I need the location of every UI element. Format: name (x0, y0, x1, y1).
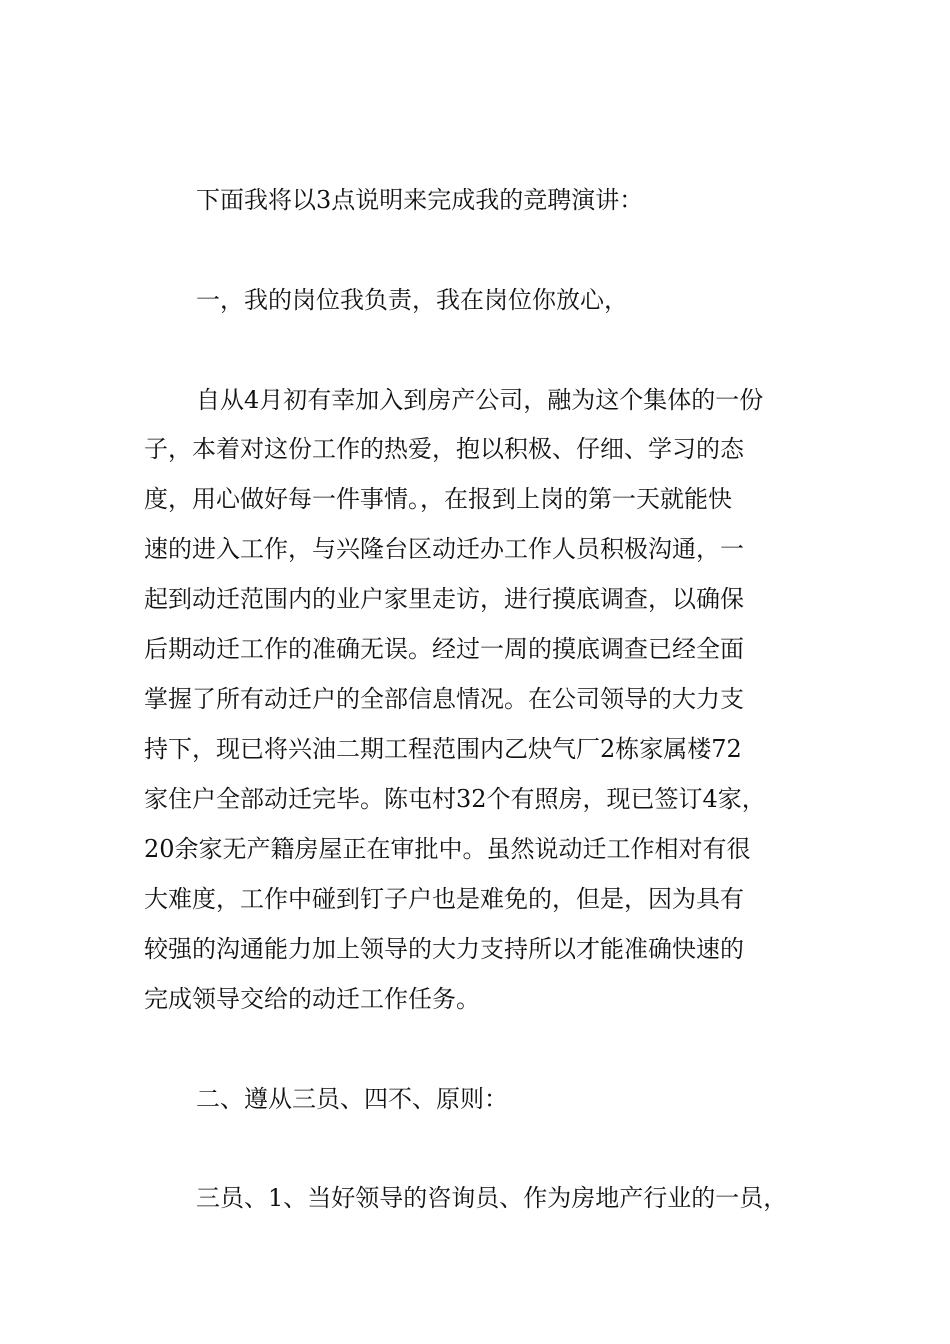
section-heading-2: 二、遵从三员、四不、原则： (196, 1085, 508, 1113)
paragraph-line: 持下，现已将兴油二期工程范围内乙炔气厂2栋家属楼72 (144, 735, 742, 763)
intro-text: 下面我将以3点说明来完成我的竞聘演讲： (196, 186, 644, 214)
paragraph-2-line: 三员、1、当好领导的咨询员、作为房地产行业的一员， (196, 1184, 788, 1212)
paragraph-line: 起到动迁范围内的业户家里走访，进行摸底调查，以确保 (144, 585, 744, 613)
paragraph-line: 速的进入工作，与兴隆台区动迁办工作人员积极沟通，一 (144, 535, 744, 563)
paragraph-line: 大难度，工作中碰到钉子户也是难免的，但是，因为具有 (144, 885, 744, 913)
section-heading-1: 一，我的岗位我负责，我在岗位你放心， (196, 286, 628, 314)
paragraph-line: 度，用心做好每一件事情。，在报到上岗的第一天就能快 (144, 485, 732, 513)
paragraph-line: 后期动迁工作的准确无误。经过一周的摸底调查已经全面 (144, 635, 744, 663)
paragraph-line: 较强的沟通能力加上领导的大力支持所以才能准确快速的 (144, 935, 744, 963)
paragraph-line: 家住户全部动迁完毕。陈屯村32个有照房，现已签订4家， (144, 785, 766, 813)
paragraph-line: 掌握了所有动迁户的全部信息情况。在公司领导的大力支 (144, 685, 744, 713)
paragraph-line: 自从4月初有幸加入到房产公司，融为这个集体的一份 (196, 386, 764, 414)
paragraph-line: 完成领导交给的动迁工作任务。 (144, 985, 480, 1013)
paragraph-line: 20余家无产籍房屋正在审批中。虽然说动迁工作相对有很 (144, 835, 751, 863)
paragraph-line: 子，本着对这份工作的热爱，抱以积极、仔细、学习的态 (144, 435, 744, 463)
